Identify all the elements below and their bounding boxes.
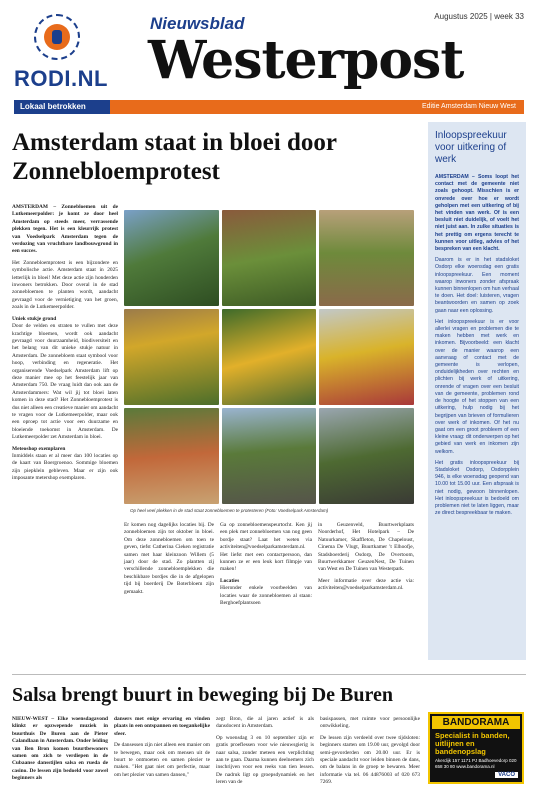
article2-intro: NIEUW-WEST – Elke woensdagavond klinkt er opzwepende muziek in buurthuis De Buren aan de Pieter Calandlaan in Amsterdam. Onder leiding van Ben Bron komen buurtbewoners samen om zich te verdiepen in de Cubaanse dansstijlen salsa en rueda de casino. De lessen zijn bedoeld voor zowel beginners als — [12, 716, 108, 782]
sidebar-text — [435, 174, 519, 517]
article-paragraph: Meer informatie over deze actie via: activiteiten@voedselparkamsterdam.nl. — [318, 577, 414, 592]
article-column-3 — [220, 522, 312, 611]
article-paragraph: Door de velden en straten te vullen met deze krachtige bloemen, wordt ook aandacht gevraagd voor duurzaamheid, biodiversiteit en het belang van dit unieke stukje natuur in Amsterdam. De zonnebloem staat symbool voor hoop, verbinding en regeneratie. Het organiserende Voedselpark Amsterdam lift op deze manier mee op het feestelijk jaar van Amsterdam 750. De vraag luidt dan ook aan de Amsterdammers: Wat wil jij tot bloei laten komen in deze stad? Het Zonnebloemprotest is dus niet alleen een creatieve manier om aandacht te vragen voor de Lutkemeerpolder, maar ook een oproep tot actie voor een duurzame en bloeiende toekomst in Amsterdam. De Lutkemeerpolder zet Amsterdam in bloei. — [12, 323, 118, 441]
issue-date: Augustus 2025 — [434, 12, 488, 21]
article-intro: AMSTERDAM – Zonnebloemen uit de Lutkemeerpolder: je komt ze door heel Amsterdam op steeds meer, verrassende plekken tegen. Het is een kleurrijk protest van Voedselpark Amsterdam tegen de verdozing van vruchtbare landbouwgrond in een succes. — [12, 204, 118, 255]
photo-sunflowers-3 — [319, 210, 414, 306]
article2-paragraph: De lessen zijn verdeeld over twee tijdsloten: beginners starten om 19.00 uur, gevolgd door semi-gevorderden om 20.00 uur. Er is speciale aandacht voor leiden binnen de dans, om de balans in de groep te bewaren. Meer informatie via tel. 06 44876003 of 020 673 7269. — [320, 734, 420, 786]
ad-brand: BANDORAMA — [432, 716, 520, 729]
photo-sunflowers-2 — [222, 210, 317, 306]
article-paragraph: Ga op zonnebloemenspeurtocht. Ken jij een plek met zonnebloemen van nog geen bordje staat? Laat het weten via activiteiten@voedselparkamsterdam.nl. Het liefst met een contactpersoon, dan kunnen ze er een leuk kort filmpje van maken! — [220, 522, 312, 573]
article2-headline: Salsa brengt buurt in beweging bij De Buren — [12, 684, 393, 706]
issue-week: week 33 — [494, 12, 524, 21]
rodi-logo-icon — [34, 14, 80, 60]
ad-address: Akerdijk 157 1171 PJ Badhoevedorp 020 658 30 80 www.bandorama.nl — [435, 758, 517, 769]
photo-caption: Op heel veel plekken in de stad staat zonnebloemen te protesteren (Foto: Voedselpark Amsterdam) — [130, 508, 329, 513]
article-headline: Amsterdam staat in bloei door Zonnebloemprotest — [12, 129, 337, 185]
edition-label: Editie Amsterdam Nieuw West — [110, 100, 524, 114]
sidebar-intro: AMSTERDAM – Soms loopt het contact met de gemeente niet zoals gehoopt. Misschien is er onvrede over hoe er wordt geholpen met een uitkering of bij het vinden van werk. Of is een besluit niet duidelijk, of voelt het niet juist aan. In zulke situaties is het prettig om ergens terecht te kunnen voor uitleg, advies of het bespreken van een klacht. — [435, 174, 519, 253]
bandorama-ad[interactable] — [428, 712, 524, 784]
article-paragraph: Hieronder enkele voorbeelden van locaties waar de zonnebloemen al staan: Berghoefplantsoen — [220, 585, 312, 607]
article2-paragraph: basispassen, met ruimte voor persoonlijke ontwikkeling. — [320, 716, 420, 730]
article2-paragraph: De dansessen zijn niet alleen een manier om te bewegen, maar ook om mensen uit de buurt te ontmoeten en samen plezier te maken. "Het gaat niet om perfectie, maar om het plezier van samen dansen," — [114, 742, 210, 778]
photo-sunflowers-9 — [319, 408, 414, 504]
article-paragraph: in Geuzenveld, Buurtwerkplaats Noorderhof, Het Hotelpark – De Natuurkamer, Skaffleton, De Chapeloust, Cinema De Vlugt, Buurtkamer 't Elhoofje, Stadsboerderij Osdorp, De Overtoom, Buurtwerkkamer GeuzenNest, De Tuinen van West en De Tuinen van Westerpark. — [318, 522, 414, 573]
photo-sunflowers-4 — [124, 309, 219, 405]
sidebar-paragraph: Daarom is er in het stadsloket Osdorp elke woensdag een gratis inloopspreekuur. Een moment waarop inwoners zonder afspraak kunnen binnenlopen om hun verhaal te doen. Het doel: luisteren, vragen beantwoorden en samen op zoek gaan naar een oplossing. — [435, 257, 519, 314]
photo-sunflowers-1 — [124, 210, 219, 306]
photo-collage — [124, 210, 414, 504]
article-subheading: Meteoshop exemplaren — [12, 445, 66, 452]
masthead-title: Westerpost — [148, 30, 464, 91]
article-column-1 — [12, 204, 118, 487]
article-subheading: Uniek stukje grond — [12, 315, 57, 322]
ad-text: Specialist in banden, uitlijnen en bandenopslag — [435, 731, 510, 756]
article-paragraph: Er komen nog dagelijks locaties bij. De zonnebloemen zijn tot oktober in bloei. Om deze zonnebloemen om toen te geven, tiefst Catherina Cieken registratie samen met haar kleinzoon Willem (5 jaar) door de stad. Zo plantten zij verschillende zonnebloemplekken die beschikbare bordjes die in de afgelopen tijd bij boerderij De Boterbloem zijn gemaakt. — [124, 522, 214, 595]
article-subheading: Locaties — [220, 577, 240, 584]
photo-sunflowers-6 — [319, 309, 414, 405]
article2-paragraph: Op woensdag 3 en 10 september zijn er gratis proeflessen voor wie nieuwsgierig is naar salsa, zonder meteen een verplichting aan te gaan. Daarna kunnen deelnemers zich inschrijven voor een reeks van tien lessen. De nadruk ligt op groepsdynamiek en het leren van de — [216, 734, 314, 786]
divider — [12, 674, 526, 675]
article-column-2 — [124, 522, 214, 600]
ad-partner-logo: VACO — [495, 772, 518, 778]
logo-text: RODI.NL — [14, 66, 108, 91]
article2-column-3 — [216, 716, 314, 791]
photo-sunflowers-5 — [222, 309, 317, 405]
article2-column-1 — [12, 716, 108, 787]
article-paragraph: Inmiddels staan er al meer dan 100 locaties op de kaart van Boergroenoo. Sommige bloemen zijn piepklein gebleven. Maar er zijn ook imposante metershop exemplaren. — [12, 453, 118, 482]
article2-column-2 — [114, 716, 210, 783]
sidebar-paragraph: Het gratis inloopspreekuur bij Stadsloket Osdorp, Osdorpplein 946, is elke woensdag geopend van 10.00 tot 15.00 uur. Een afspraak is niet nodig, gewoon binnenlopen. Het inloopspreekuur is bedoeld om problemen niet te laten liggen, maar ze direct bespreekbaar te maken. — [435, 459, 519, 517]
article-column-4 — [318, 522, 414, 597]
article2-paragraph: dansers met enige ervaring en vinden plaats in een ontspannen en toegankelijke sfeer. — [114, 716, 210, 737]
section-label: Lokaal betrokken — [14, 100, 110, 114]
sidebar-paragraph: Het inloopspreekuur is er voor allerlei vragen en problemen die te maken hebben met werk en inkomen. Bijvoorbeeld: een klacht over de manier waarop een aanvraag of contact met de gemeente is verlopen, onduidelijkheden over rechten en plichten bij werk of uitkering, onrende of vragen over een besluit van de gemeente, problemen rond de hoogte of het stoppen van een uitkering, hulp nodig bij het begrijpen van brieven of formulieren over werk of inkomen. Of het nu gaat om een groot probleem of een kleine vraag: dit onderwerpen op het gebied van werk en inkomen zijn welkom. — [435, 318, 519, 455]
article2-column-4 — [320, 716, 420, 791]
photo-sunflowers-8 — [222, 408, 317, 504]
sidebar-title: Inloopspreekuur voor uitkering of werk — [435, 130, 507, 165]
sidebar-box — [428, 122, 526, 660]
dateline: Augustus 2025 | week 33 — [434, 12, 524, 21]
article-paragraph: Het Zonnebloemprotest is een bijzondere en symbolische actie. Amsterdam staat in 2025 letterlijk in bloei! Met deze actie zijn honderden inwoners betrokken. Door overal in de stad zonnebloemen te planten wordt, aandacht gevraagd voor de vernietiging van het groen, zoals in de Lutkemeerpolder. — [12, 259, 118, 311]
photo-sunflowers-7 — [124, 408, 219, 504]
article2-paragraph: zegt Bron, die al jaren actief is als dansdocent in Amsterdam. — [216, 716, 314, 730]
masthead-subtitle: Nieuwsblad — [150, 14, 245, 33]
